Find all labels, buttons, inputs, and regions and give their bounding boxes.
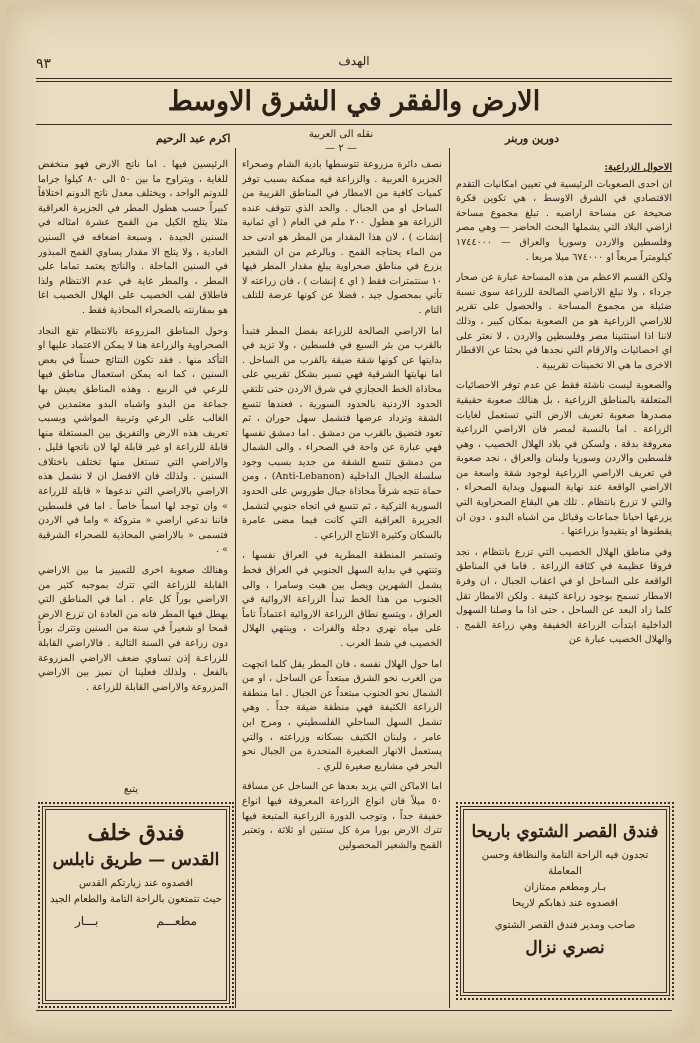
column-divider xyxy=(235,148,236,1008)
footer-rule xyxy=(36,1010,672,1011)
translation-note: نقله الى العربية xyxy=(308,129,374,140)
section-number: — ٢ — xyxy=(325,143,357,154)
ad-feature: مطعـــم xyxy=(156,914,197,928)
paragraph: ان احدى الصعوبات الرئيسية في تعيين امكانيات التقدم الاقتصادي في الشرق الاوسط ، هي تكوين فكرة صحيحة عن مساحة اراضيه . تبلغ مجموع مساحة اراضي البلاد التي يشملها البحث الحاضر — وهي مصر وفلسطين والاردن وسوريا والعراق — ١٧٤٤٠٠٠ كيلومتراً مربعاً او ٦٧٤٠٠٠ ميلا مربعا . xyxy=(456,178,672,263)
magazine-page xyxy=(6,6,694,1037)
column-right xyxy=(456,161,672,799)
ad-feature: بـــار xyxy=(75,914,99,928)
hotel-khalaf-ad xyxy=(42,806,230,1004)
header-rule xyxy=(36,78,672,79)
ad-line: صاحب ومدير فندق القصر الشتوي xyxy=(494,920,636,931)
paragraph: اما الاراضي الصالحة للزراعة بفضل المطر فتبدأ بالقرب من بئر السبع في فلسطين ، ولا تزيد في بدايتها عن كونها شقة ضيقة بالقرب من الساحل . اما نهايتها الشرقية فهي تسير بشكل تقريبي على محاذاة الخط الحجازي في شرق الاردن حتى تلتقي الحدود الاردنية بالحدود السورية ، فعندها تتسع الشقة وتزداد عرضها فتشمل سهل حوران ، ثم تعود فتضيق بالقرب من دمشق . اما دمشق نفسها فهي عبارة عن واحة في الصحراء ، والى الشمال من دمشق تتسع الشقة من جديد بسبب وجود سلسلة الجبال الداخلية (Anti-Lebanon) ، ومن حماة تتجه شرقاً محاذاة جبال طوروس على الحدود السورية التركية ، ثم تتسع في اتجاه جنوبي لتشمل الجزيرة العراقية التي كانت فيما مضى عامرة بالسكان وكثيرة الانتاج الزراعي . xyxy=(242,325,442,541)
magazine-name: الهدف xyxy=(338,54,370,68)
continued-note: يتبع xyxy=(123,784,139,795)
ad-line: اقصدوه عند ذهابكم لاريحا xyxy=(512,898,618,909)
paragraph: وفي مناطق الهلال الخصيب التي تزرع بانتظام ، نجد فروقا عظيمة في كثافة الزراعة . فاما في المناطق الواقعة على الساحل او في اعقاب الجبال ، ان وفرة الامطار تسمح بوجود زراعة كثيفة . ولكن الامطار تقل كلما زاد البعد عن الساحل ، حتى اذا ما وصلنا السهول الداخلية ابتدأت الزراعة الخفيفة وهي زراعة القمح . والهلال الخصيب عبارة عن xyxy=(456,546,672,646)
translation-block xyxy=(266,128,416,156)
running-header xyxy=(36,54,672,76)
column-middle xyxy=(242,158,442,1006)
hotel-location: القدس — طريق نابلس xyxy=(52,850,220,870)
paragraph: وحول المناطق المزروعة بالانتظام تقع النجاد الصحراوية والزراعة هنا لا يمكن الاعتماد عليها او التأكد منها . فقد تكون النتائج حسناً في بعض السنين ، كما انه يمكن استعمال مناطق فيها للرعي في الربيع . وهذه المناطق يعيش بها جماعة من البدو واشباه البدو معتمدين في الغالب على الرعي وتربية المواشي وبسبب تعريف هذه الارض والتفريق بين المستغلة منها قابلة للزراعة او غير قابلة لها لان ناتجها قليل ، والاراضي التي تستغل منها تختلف باختلاف السنين . ولذلك فان الافضل ان لا نشمل هذه الاراضي بالاراضي التي ندعوها « قابلة للزراعة » وان توجد لها اسماً خاصاً . اما في فلسطين فاننا ندعي اراضي « متروكة » واما في الاردن فتسمى « بالاراضي المحاذية للصحراء الشرقية » . xyxy=(38,325,228,556)
paragraph: والصعوبة ليست ناشئة فقط عن عدم توفر الاحصائيات المتعلقة بالمناطق الزراعية ، بل هنالك صعوبة حقيقية مصدرها صعوبة تعريف الارض التي تستعمل لغايات الزراعة . اما بالنسبة لمصر فان الاراضي الزراعية معروفة بدقة ، ولسكن في بلاد الهلال الخصيب ، وهي فلسطين والاردن وسوريا ولبنان والعراق ، نجد صعوبة في تعريف الاراضي الزراعية لوجود شقة واسعة من الاراضي الواقعة عند نهاية السهول وبداية الصحراء ، والتي لا تزرع بانتظام . تلك هي البقاع الصحراوية التي يزرعها احيانا جماعات وقبائل من اشباه البدو ، دون ان يقطنوها او يتقيدوا بزراعتها . xyxy=(456,380,672,538)
paragraph: وهنالك صعوبة اخرى للتمييز ما بين الاراضي القابلة للزراعة التي تترك بموجبه كثير من الاراضي بوراً كل عام . اما في المناطق التي يهطل فيها المطر فانه من العادة ان تزرع الارض قمحا او شعيراً في سنة من السنين وتترك بوراً دون زراعة في السنة التالية . فالاراضي القابلة للزراعـة إذن تساوي ضعف الاراضي المزروعة بالفعل ، ولذلك فعلينا ان نميز بين الاراضي المزروعة والاراضي القابلة للزراعة . xyxy=(38,565,228,693)
author-name: دورين وربنر xyxy=(505,132,559,145)
header-rule-thin xyxy=(36,81,672,82)
ad-line: تجدون فيه الراحة التامة والنظافة وحسن المعاملة xyxy=(481,850,649,877)
paragraph: وتستمر المنطقة المطرية في العراق نفسها ، وتنتهي في بداية السهل الجنوبي في العراق فخط يشمل الشهرين ويصل بين هيت وسامرا ، والى الجنوب من هذا الخط تبدأ الزراعة الاروائية في العراق ، ويتسع نطاق الزراعة الاروائية اعتماداً تاماً على مياه نهري دجلة والفرات ، وينتهي الهلال الخصيب في شط العرب . xyxy=(242,550,442,649)
ad-line: حيث تتمتعون بالراحة التامة والطعام الجيد xyxy=(50,894,222,905)
column-left xyxy=(38,158,228,780)
page-number: ٩٣ xyxy=(36,56,52,72)
paragraph: نصف دائرة مزروعة تتوسطها بادية الشام وصحراء الجزيرة العربية . والزراعة فيه ممكنة بسبب توفر كميات كافية من الامطار في المناطق القريبة من الساحل او من الجبال . والحد الذي تتوقف عنده الزراعة هو هطول ٢٠٠ ملم في العام ( اي ثمانية إنشات ) ، لان هذا المقدار من المطر هو ادنى حد من الماء يحتاجه القمح . وبالرغم من ان الشعير يزرع في مناطق صحراوية يبلغ مقدار المطر فيها ١٠ سنتمترات فقط ( اي ٤ إنشات ) ، فان زراعته لا تأتي بمحصول جيد ، فضلا عن كونها عرضة للتلف التام . xyxy=(242,159,442,316)
ad-line: اقصدوه عند زيارتكم القدس xyxy=(78,878,194,889)
paragraph: الرئيسين فيها . اما ناتج الارض فهو منخفض للغاية ، ويتراوح ما بين ٥٠ الى ٨٠ كيلوا جراما للدونم الواحد ، ويختلف معدل ناتج الدونم اختلافاً كبيراً حسب هطول المطر في الجزيرة العراقية مثلا يتلج الكيل من القمح عشرة امثاله في السنين الجيدة ، وسبعة اضعافه في السنين العادية ، ولا يتلج الا مقدار يساوي القمح المبذور في السنين الماحلة . والناتج يعتمد تماما على المطر ، والمطر غاية في عدم الانتظام ولذا فاطلاق لقب الخصيب على الهلال الخصيب اغا هو بمقارنته بالصحراء المحاذية فقط . xyxy=(38,159,228,316)
translator-name: اكرم عبد الرحيم xyxy=(156,132,231,145)
column-divider xyxy=(449,148,450,1008)
ad-line: بـار ومطعم ممتازان xyxy=(524,882,606,893)
ad-features xyxy=(46,914,226,928)
winter-palace-hotel-ad xyxy=(460,806,670,996)
article-title: الارض والفقر في الشرق الاوسط xyxy=(167,86,541,117)
paragraph: ولكن القسم الاعظم من هذه المساحة عبارة عن صحار جرداء ، ولا تبلغ الاراضي الصالحة للزراعة سوى نسبة ضئيلة من مجموع المساحة . والحصول على تقرير للاراضي الزراعية هو من الصعوبة بمكان كبير ، وذلك لاننا اذا استثنينا مصر وفلسطين والاردن ، لا نعثر على اي احصائيات والارقام التي نجدها في بحثنا عن الاقطار الاخرى ما هي الا تخمينات تقريبية . xyxy=(456,272,672,371)
hotel-owner: نصري نزال xyxy=(525,938,605,958)
section-subhead: الاحوال الزراعية: xyxy=(604,162,672,173)
paragraph: اما الاماكن التي يزيد بعدها عن الساحل عن مسافة ٥٠ ميلاً فان انواع الزراعة المعروفة فيها انواع خفيفة جداً ، وتوجب الدورة الزراعية المتبعة فيها تترك الارض بورا مرة كل سنتين او ثلاثة ، وتعتبر القمح والشعير المحصولين xyxy=(242,781,442,851)
title-rule xyxy=(36,124,672,125)
hotel-name: فندق خلف xyxy=(87,820,185,846)
paragraph: اما حول الهلال نفسه ، فان المطر يقل كلما اتجهت من الغرب نحو الشرق مبتعداً عن الساحل ، او من الشمال نحو الجنوب مبتعداً عن الجبال . اما منطقة الزراعة الكثيفة فهي منطقة ضيقة جداً . وهي تشمل السهل الساحلي الفلسطيني ، ومرج ابن عامر ، ولبنان الكثيف بسكانه وزراعته ، والتي يستعمل الانهار الصغيرة المنحدرة من الجبال نحو البحر في مشاريع صغيرة للري . xyxy=(242,658,442,772)
hotel-name: فندق القصر الشتوي باريحا xyxy=(471,822,659,842)
